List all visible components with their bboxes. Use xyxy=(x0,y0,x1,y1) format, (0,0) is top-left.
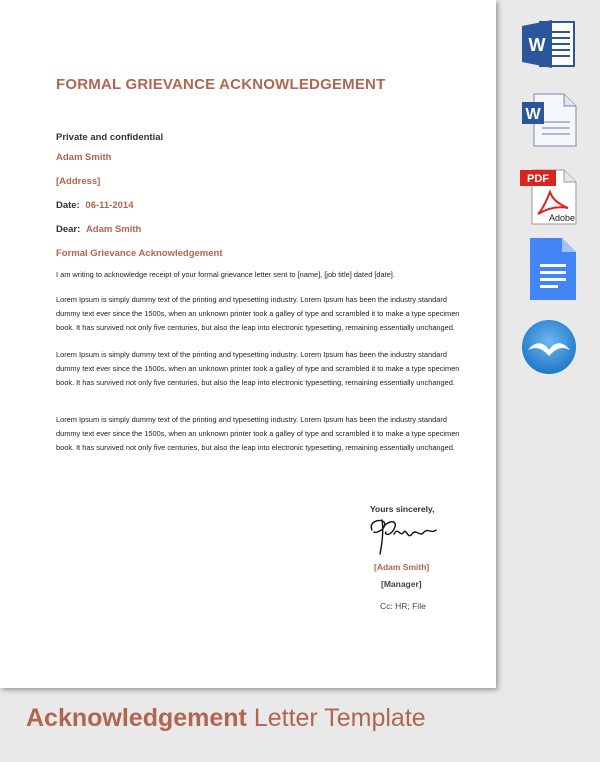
word-icon[interactable] xyxy=(518,18,578,70)
dear-label: Dear: xyxy=(56,224,81,235)
date-label: Date: xyxy=(56,200,80,211)
cc-line: Cc: HR; File xyxy=(380,601,426,611)
pdf-icon-sub: Adobe xyxy=(548,213,576,223)
template-title-strong: Acknowledgement xyxy=(26,704,247,732)
template-title xyxy=(26,704,426,733)
signer-name: [Adam Smith] xyxy=(374,562,430,572)
dear-line xyxy=(56,224,141,235)
template-title-rest: Letter Template xyxy=(246,704,426,732)
pdf-icon[interactable] xyxy=(518,166,578,226)
signature-image xyxy=(366,512,446,558)
date-value: 06-11-2014 xyxy=(85,200,134,211)
signer-title: [Manager] xyxy=(381,579,422,589)
word-icon-letter: W xyxy=(528,35,546,55)
closing-text: Yours sincerely, xyxy=(370,504,435,514)
letter-subject: Formal Grievance Acknowledgement xyxy=(56,248,223,259)
word-doc-icon[interactable] xyxy=(520,92,578,148)
body-paragraph: Lorem Ipsum is simply dummy text of the printing and typesetting industry. Lorem Ipsum has been the industry standard dummy text ever since the 1500s, when an unknown printer took a galley of type and scrambled it to make a type specimen book. It has survived not only five centuries, but also the leap into electronic typesetting, remaining essentially unchanged. xyxy=(56,415,460,452)
body-paragraph: Lorem Ipsum is simply dummy text of the printing and typesetting industry. Lorem Ipsum has been the industry standard dummy text ever since the 1500s, when an unknown printer took a galley of type and scrambled it to make a type specimen book. It has survived not only five centuries, but also the leap into electronic typesetting, remaining essentially unchanged. xyxy=(56,295,460,332)
recipient-address: [Address] xyxy=(56,176,101,187)
word-doc-icon-letter: W xyxy=(525,106,541,123)
date-line xyxy=(56,200,133,211)
openoffice-icon[interactable] xyxy=(520,318,578,376)
recipient-name: Adam Smith xyxy=(56,152,112,163)
pdf-icon-label: PDF xyxy=(527,173,549,185)
confidential-label: Private and confidential xyxy=(56,132,164,143)
dear-name: Adam Smith xyxy=(85,224,142,235)
google-docs-icon[interactable] xyxy=(528,236,578,302)
letter-title: FORMAL GRIEVANCE ACKNOWLEDGEMENT xyxy=(56,76,386,93)
body-paragraph: Lorem Ipsum is simply dummy text of the printing and typesetting industry. Lorem Ipsum has been the industry standard dummy text ever since the 1500s, when an unknown printer took a galley of type and scrambled it to make a type specimen book. It has survived not only five centuries, but also the leap into electronic typesetting, remaining essentially unchanged. xyxy=(56,350,460,387)
intro-paragraph: I am writing to acknowledge receipt of your formal grievance letter sent to [name], [job title] dated [date]. xyxy=(56,270,395,279)
